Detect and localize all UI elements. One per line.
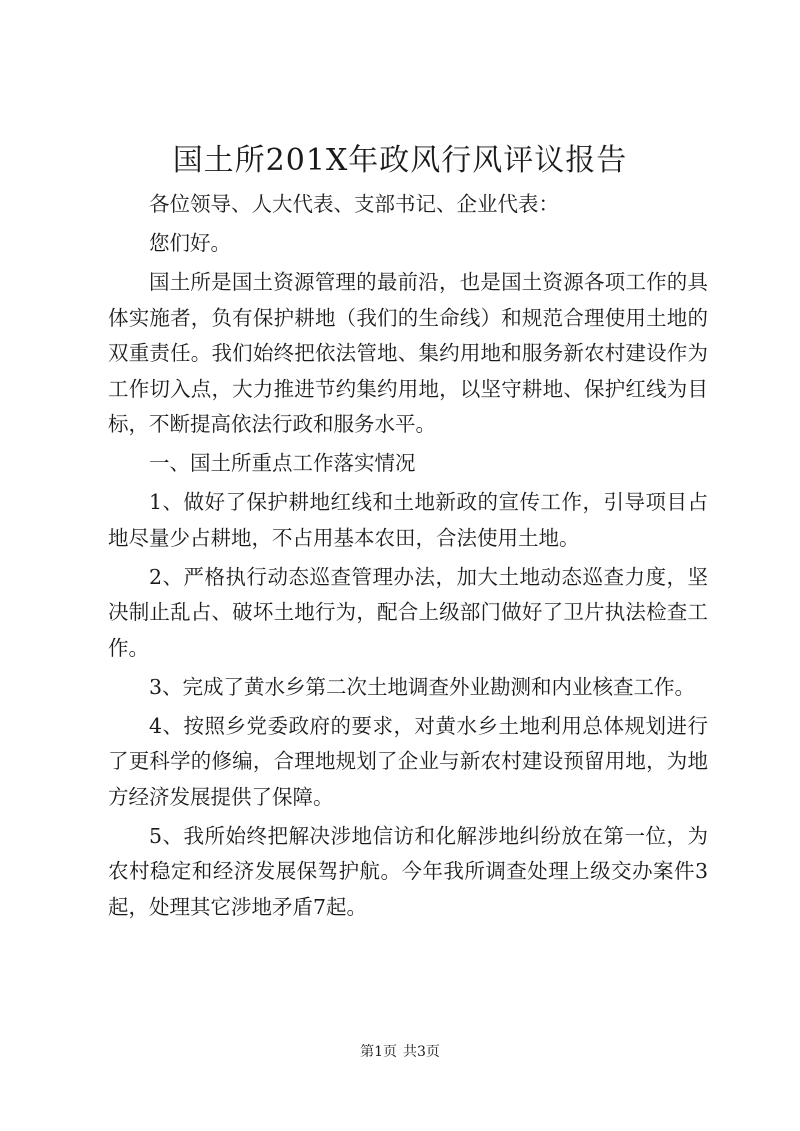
page-number: 第1页	[360, 1044, 397, 1060]
paragraph-item-2: 2、严格执行动态巡查管理办法，加大土地动态巡查力度，坚决制止乱占、破坏土地行为，配合上级部门做好了卫片执法检查工作。	[108, 564, 708, 660]
document-body	[108, 187, 708, 925]
paragraph-item-4: 4、按照乡党委政府的要求，对黄水乡土地利用总体规划进行了更科学的修编，合理地规划了企业与新农村建设预留用地，为地方经济发展提供了保障。	[108, 713, 708, 809]
paragraph-salutation: 各位领导、人大代表、支部书记、企业代表：	[149, 192, 559, 216]
paragraph-greeting: 您们好。	[149, 231, 231, 255]
section-heading: 一、国土所重点工作落实情况	[149, 451, 416, 475]
paragraph-item-5: 5、我所始终把解决涉地信访和化解涉地纠纷放在第一位，为农村稳定和经济发展保驾护航。今年我所调查处理上级交办案件3起，处理其它涉地矛盾7起。	[108, 823, 708, 919]
paragraph-item-3: 3、完成了黄水乡第二次土地调查外业勘测和内业核查工作。	[149, 674, 696, 699]
page-total: 共3页	[403, 1044, 440, 1060]
paragraph-intro: 国土所是国土资源管理的最前沿，也是国土资源各项工作的具体实施者，负有保护耕地（我们的生命线）和规范合理使用土地的双重责任。我们始终把依法管地、集约用地和服务新农村建设作为工作切入点，大力推进节约集约用地，以坚守耕地、保护红线为目标，不断提高依法行政和服务水平。	[108, 270, 708, 436]
page-footer	[0, 1041, 800, 1063]
paragraph-item-1: 1、做好了保护耕地红线和土地新政的宣传工作，引导项目占地尽量少占耕地，不占用基本农田，合法使用土地。	[108, 490, 708, 550]
document-title: 国土所201X年政风行风评议报告	[172, 143, 628, 178]
